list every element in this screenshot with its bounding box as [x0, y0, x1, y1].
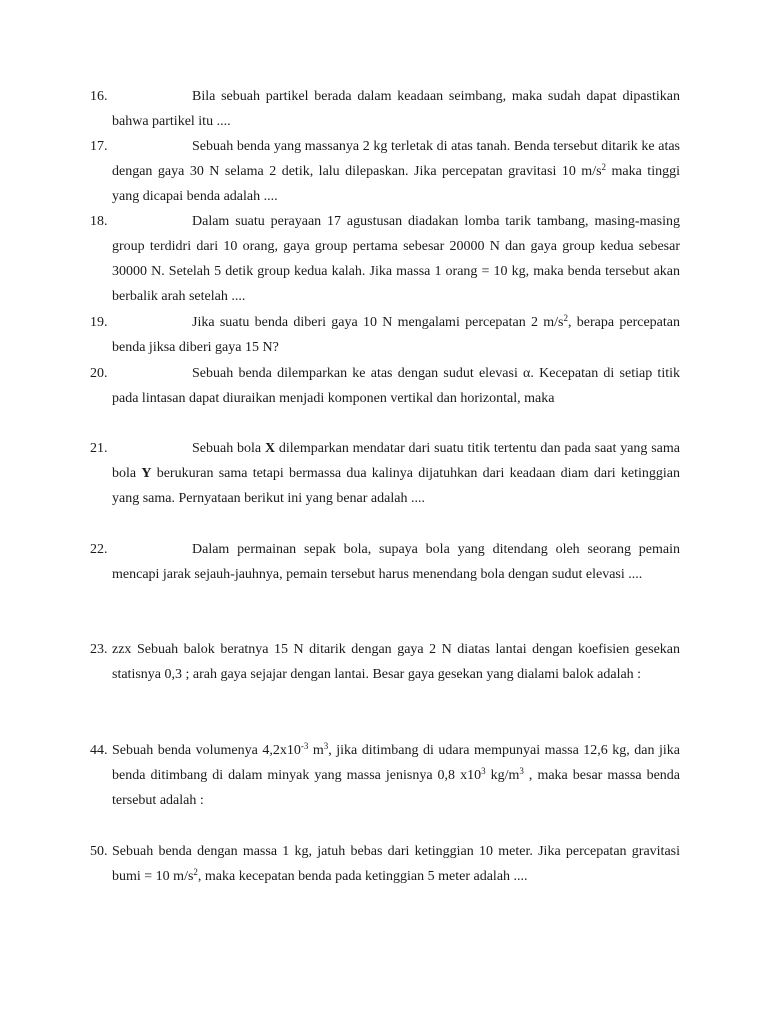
question-number: 44.	[90, 743, 108, 758]
question-text: Sebuah benda yang massanya 2 kg terletak di atas tanah. Benda tersebut ditarik ke atas dengan gaya 30 N selama 2 detik, lalu dilepaskan. Jika percepatan gravitasi 10 $m/s^2$ maka tinggi yang dicapai benda adalah ....	[112, 139, 680, 204]
question-text: Sebuah benda dengan massa 1 kg, jatuh bebas dari ketinggian 10 meter. Jika percepatan gravitasi bumi = 10 $m/s^2$, maka kecepatan benda pada ketinggian 5 meter adalah ....	[112, 844, 680, 884]
question-text: Sebuah benda volumenya $4,2x10^{-3}$ $m^3$, jika ditimbang di udara mempunyai massa 12,6 kg, dan jika benda ditimbang di dalam minyak yang massa jenisnya 0,8 $x10^3$ $kg/m^3$ , maka besar massa benda tersebut adalah :	[112, 741, 681, 808]
question-text: zzx Sebuah balok beratnya 15 N ditarik dengan gaya 2 N diatas lantai dengan koefisien gesekan statisnya 0,3 ; arah gaya sejajar dengan lantai. Besar gaya gesekan yang dialami balok adalah :	[112, 642, 680, 682]
question-number: 18.	[90, 214, 108, 229]
question-number: 17.	[90, 139, 108, 154]
question-44	[90, 738, 680, 813]
question-number: 16.	[90, 89, 108, 104]
question-19	[90, 310, 680, 360]
question-number: 21.	[90, 441, 108, 456]
question-text: Jika suatu benda diberi gaya 10 N mengalami percepatan 2 $m/s^2$, berapa percepatan benda jiksa diberi gaya 15 N?	[112, 313, 680, 355]
question-50	[90, 839, 680, 889]
question-number: 50.	[90, 844, 108, 859]
question-number: 20.	[90, 366, 108, 381]
question-text: Dalam suatu perayaan 17 agustusan diadakan lomba tarik tambang, masing-masing group terdidri dari 10 orang, gaya group pertama sebesar 20000 N dan gaya group kedua sebesar 30000 N. Setelah 5 detik group kedua kalah. Jika massa 1 orang = 10 kg, maka benda tersebut akan berbalik arah setelah ....	[112, 214, 680, 304]
question-number: 19.	[90, 315, 108, 330]
question-22	[90, 537, 680, 587]
question-number: 22.	[90, 542, 108, 557]
question-18	[90, 209, 680, 309]
question-text: Sebuah bola X dilemparkan mendatar dari suatu titik tertentu dan pada saat yang sama bola Y berukuran sama tetapi bermassa dua kalinya dijatuhkan dari keadaan diam dari ketinggian yang sama. Pernyataan berikut ini yang benar adalah ....	[112, 441, 680, 506]
question-text: Sebuah benda dilemparkan ke atas dengan sudut elevasi α. Kecepatan di setiap titik pada lintasan dapat diuraikan menjadi komponen vertikal dan horizontal, maka	[112, 366, 680, 406]
question-text: Dalam permainan sepak bola, supaya bola yang ditendang oleh seorang pemain mencapi jarak sejauh-jauhnya, pemain tersebut harus menendang bola dengan sudut elevasi ....	[112, 542, 680, 582]
question-23	[90, 637, 680, 687]
question-17	[90, 134, 680, 209]
question-16	[90, 84, 680, 134]
question-text: Bila sebuah partikel berada dalam keadaan seimbang, maka sudah dapat dipastikan bahwa partikel itu ....	[112, 89, 680, 129]
question-20	[90, 361, 680, 411]
question-number: 23.	[90, 642, 108, 657]
question-21	[90, 436, 680, 511]
